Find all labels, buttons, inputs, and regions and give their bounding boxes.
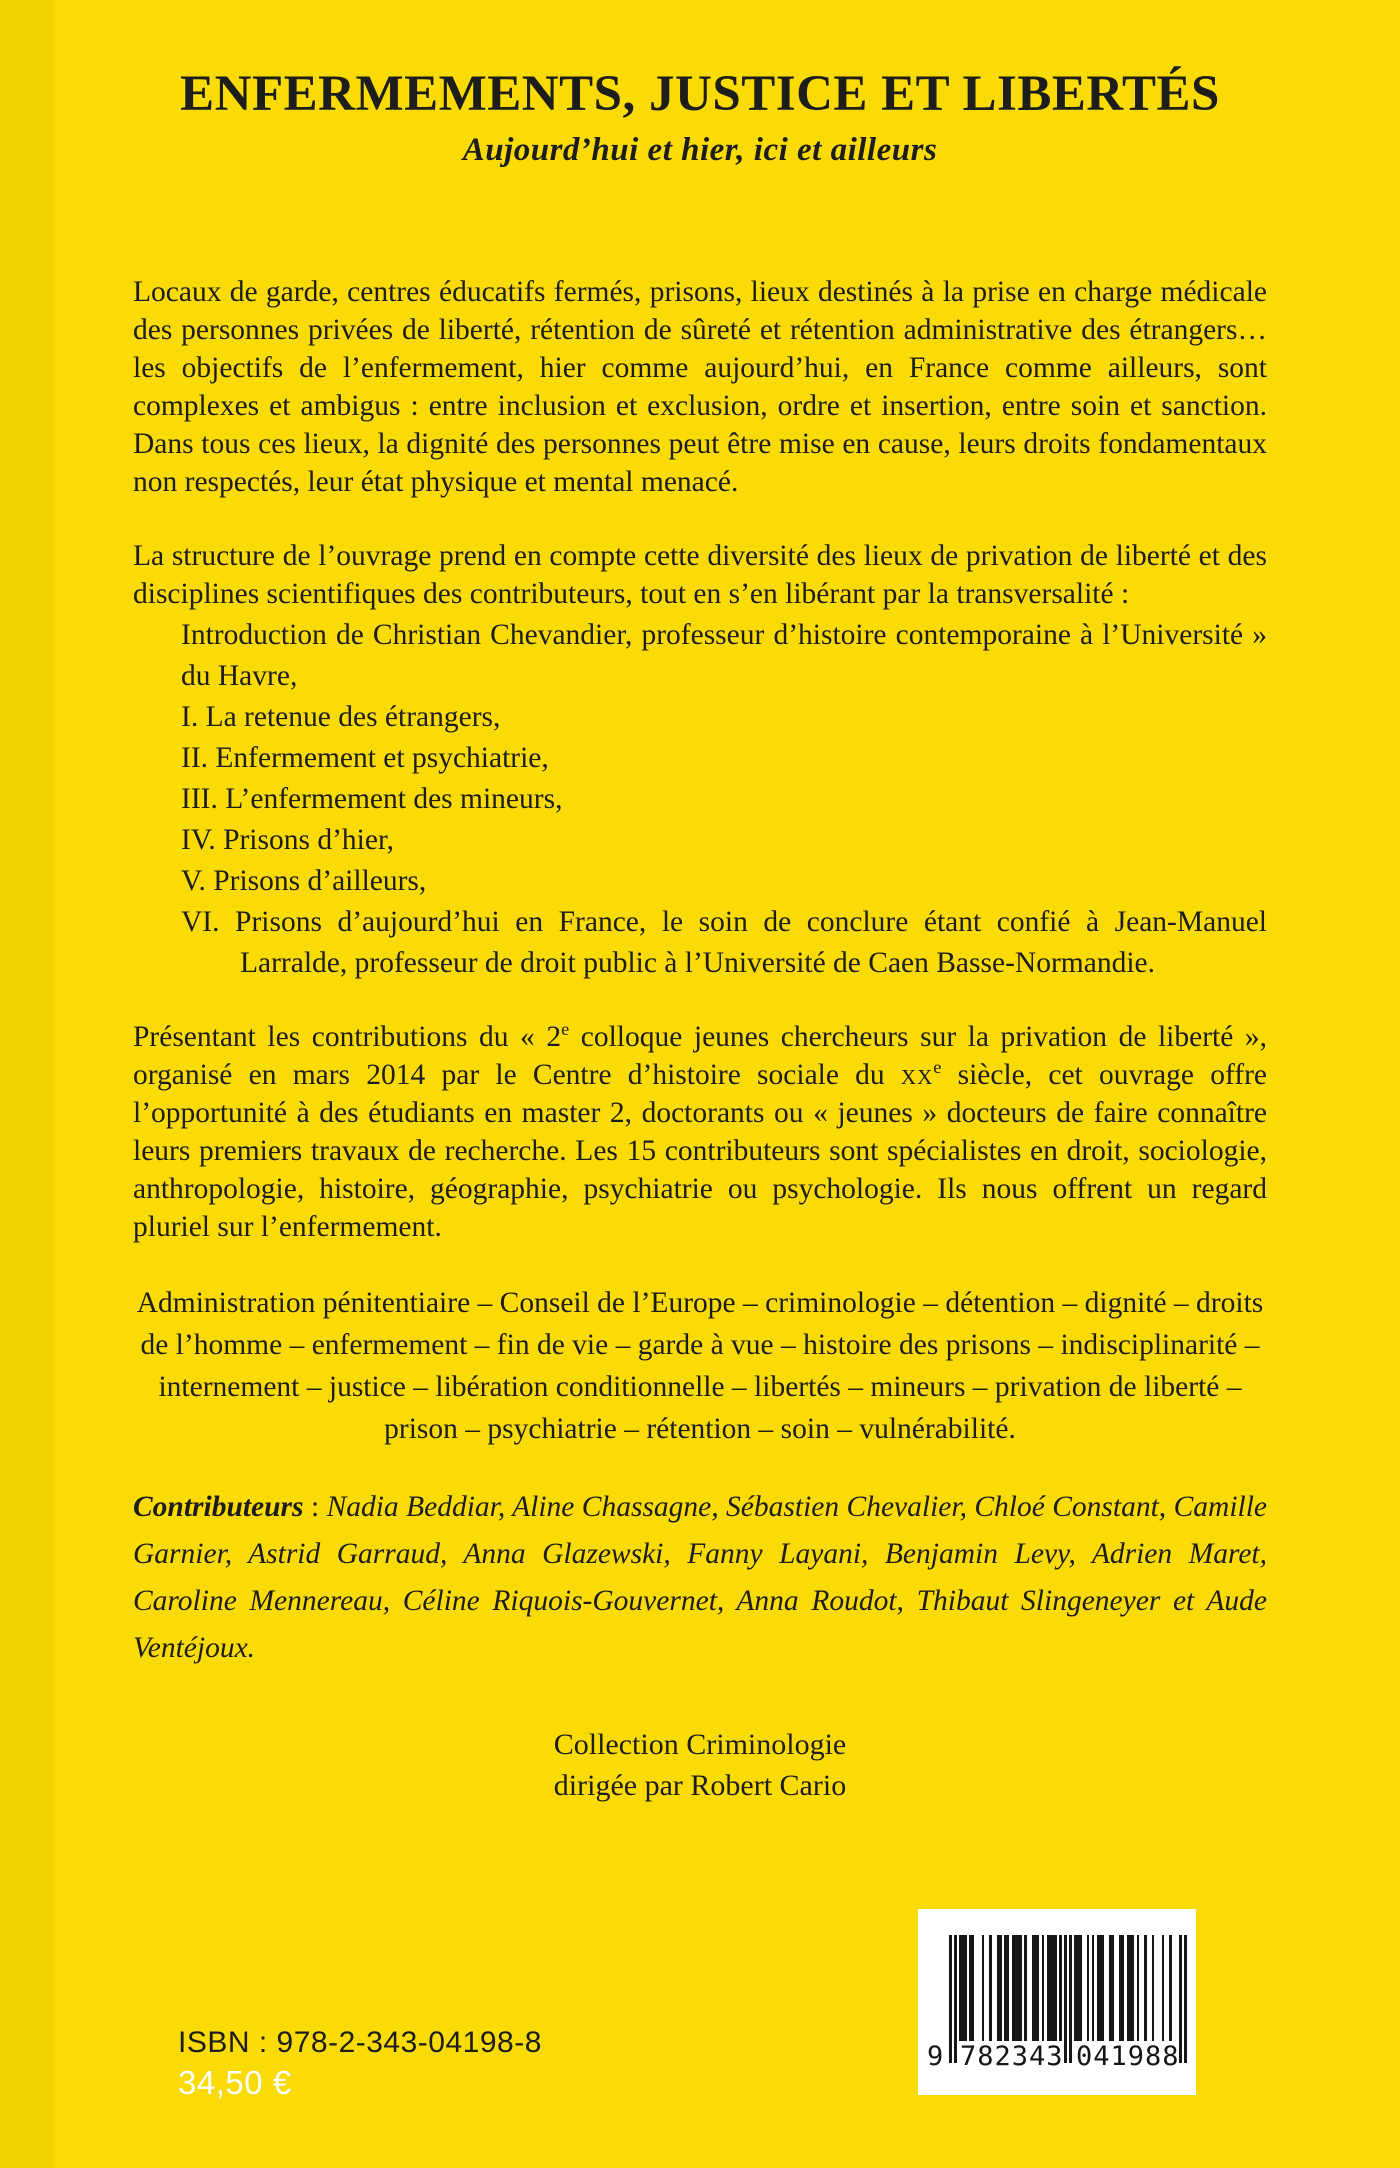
century-smallcaps: xx: [900, 1059, 934, 1092]
colloque-text-part: siècle, cet ouvrage offre l’opportunité à des étudiants en master 2, doctorants ou « jeunes » docteurs de faire connaître leurs premiers travaux de recherche. Les 15 contributeurs sont spécialistes en droit, sociologie, anthropologie, histoire, géographie, psychiatrie ou psychologie. Ils nous offrent un regard pluriel sur l’enfermement.: [133, 1059, 1267, 1244]
toc-item-2: II. Enfermement et psychiatrie,: [181, 742, 549, 775]
collection-name: Collection Criminologie: [553, 1728, 847, 1762]
collection-director: dirigée par Robert Cario: [553, 1769, 847, 1803]
contributors-names: Nadia Beddiar, Aline Chassagne, Sébastien Chevalier, Chloé Constant, Camille Garnier, Astrid Garraud, Anna Glazewski, Fanny Layani, Benjamin Levy, Adrien Maret, Caroline Mennereau, Céline Riquois-Gouvernet, Anna Roudot, Thibaut Slingeneyer et Aude Ventéjoux.: [133, 1491, 1268, 1665]
barcode-digits: [918, 2039, 1196, 2081]
collection-block: [133, 1724, 1267, 1806]
ordinal-superscript: e: [561, 1019, 570, 1040]
contributors-paragraph: [133, 1484, 1267, 1672]
book-subtitle: Aujourd’hui et hier, ici et ailleurs: [462, 132, 938, 169]
toc-item-6: VI. Prisons d’aujourd’hui en France, le soin de conclure étant confié à Jean-Manuel Larralde, professeur de droit public à l’Université de Caen Basse-Normandie.: [181, 906, 1267, 980]
colloque-text-part: colloque jeunes chercheurs sur la privation de liberté », organisé en mars 2014 par le Centre d’histoire sociale du: [133, 1021, 1267, 1092]
toc-item-1: I. La retenue des étrangers,: [181, 701, 501, 734]
keywords-paragraph: Administration pénitentiaire – Conseil de l’Europe – criminologie – détention – dignité – droits de l’homme – enfermement – fin de vie – garde à vue – histoire des prisons – indisciplinarité – internement – justice – libération conditionnelle – libertés – mineurs – privation de liberté – prison – psychiatrie – rétention – soin – vulnérabilité.: [136, 1287, 1264, 1446]
header: [0, 0, 1400, 169]
toc-item-3: III. L’enfermement des mineurs,: [181, 783, 563, 816]
toc-item-5: V. Prisons d’ailleurs,: [181, 865, 427, 898]
contributors-label: Contributeurs: [133, 1491, 304, 1524]
main-text-block: [133, 273, 1267, 1806]
contributors-colon: :: [303, 1491, 327, 1524]
page-edge-shade: [0, 0, 54, 2168]
book-title: ENFERMEMENTS, JUSTICE ET LIBERTÉS: [180, 66, 1220, 122]
synopsis-paragraph: Locaux de garde, centres éducatifs fermés, prisons, lieux destinés à la prise en charge médicale des personnes privées de liberté, rétention de sûreté et rétention administrative des étrangers… les objectifs de l’enfermement, hier comme aujourd’hui, en France comme ailleurs, sont complexes et ambigus : entre inclusion et exclusion, ordre et insertion, entre soin et sanction. Dans tous ces lieux, la dignité des personnes peut être mise en cause, leurs droits fondamentaux non respectés, leur état physique et mental menacé.: [133, 276, 1267, 499]
structure-paragraph: La structure de l’ouvrage prend en compte cette diversité des lieux de privation de liberté et des disciplines scientifiques des contributeurs, tout en s’en libérant par la transversalité :: [133, 540, 1267, 611]
table-of-contents: [133, 615, 1267, 984]
colloque-text-part: Présentant les contributions du « 2: [133, 1021, 562, 1054]
price-text: 34,50 €: [178, 2064, 292, 2101]
barcode-digit-group-1: 782343: [960, 2041, 1064, 2072]
ordinal-superscript: e: [933, 1057, 942, 1078]
barcode-digit-group-2: 041988: [1076, 2041, 1180, 2072]
isbn-block: [178, 2026, 542, 2102]
colloque-paragraph: [133, 1018, 1267, 1246]
barcode-digit-left: 9: [927, 2041, 944, 2072]
barcode: [918, 1909, 1196, 2095]
toc-item-introduction: Introduction de Christian Chevandier, professeur d’histoire contemporaine à l’Université » du Havre,: [181, 619, 1267, 693]
isbn-text: ISBN : 978-2-343-04198-8: [178, 2026, 542, 2059]
toc-item-4: IV. Prisons d’hier,: [181, 824, 394, 857]
